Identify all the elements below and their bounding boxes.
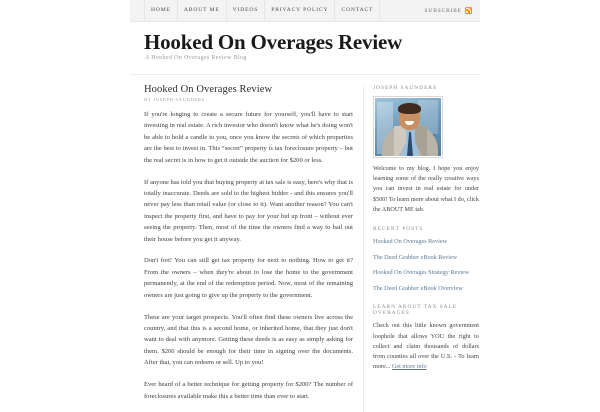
post-paragraph: Don't fret! You can still get tax property for next to nothing. How to get it? From the owners – when they're about to lose the home to the government permanently, at the end of the redemption period. Now, most of the remaining owners are just going to give up the property to the government. bbox=[144, 257, 353, 299]
nav-item-privacy-policy[interactable]: PRIVACY POLICY bbox=[265, 0, 335, 21]
main-columns bbox=[130, 75, 480, 412]
recent-post-link[interactable]: Hooked On Overages Strategy Review bbox=[373, 269, 470, 277]
sidebar bbox=[364, 75, 479, 383]
nav-item-home[interactable]: HOME bbox=[144, 0, 178, 21]
recent-post-link[interactable]: Hooked On Overages Review bbox=[373, 238, 448, 246]
subscribe-link[interactable]: SUBSCRIBE bbox=[424, 7, 462, 14]
sidebar-author-heading: JOSEPH SAUNDERS bbox=[373, 85, 437, 91]
main-content bbox=[144, 75, 363, 412]
post-paragraph: These are your target prospects. You'll often find these owners live across the country, and that this is a second home, or inherited home, that they just don't want to deal with anymore. Getting these deeds is as easy as simply asking for them. $200 should be enough for their time in signing over the documents. After that, you can redeem or sell. Up to you! bbox=[144, 313, 353, 367]
post-paragraph: Ever heard of a better technique for getting property for $200? The number of foreclosures available make this a better time than ever to start. bbox=[144, 381, 353, 400]
get-more-info-link[interactable]: Get more info bbox=[391, 363, 427, 371]
nav-item-about-me[interactable]: ABOUT ME bbox=[178, 0, 227, 21]
post-paragraph: If anyone has told you that buying property at tax sale is easy, here's why that is totally inaccurate. Deeds are sold to the highest bidder - and this ensures you'll never pay less than retail value (or close to it). Want another reason? You can't inspect the property first, and have to pay for your bid up front – without ever seeing the property. Then, most of the time the owners find a way to bail out their house before you get it anyway. bbox=[144, 178, 353, 243]
nav-item-videos[interactable]: VIDEOS bbox=[227, 0, 266, 21]
avatar-photo bbox=[375, 98, 441, 156]
photo-hair bbox=[398, 103, 421, 114]
nav-item-contact[interactable]: CONTACT bbox=[335, 0, 380, 21]
nav-menu bbox=[144, 0, 380, 21]
site-header bbox=[130, 22, 480, 67]
recent-post-link[interactable]: The Deed Grabber eBook Overview bbox=[373, 284, 463, 292]
site-title[interactable]: Hooked On Overages Review bbox=[144, 30, 403, 54]
post-title[interactable]: Hooked On Overages Review bbox=[144, 84, 273, 95]
recent-post-link[interactable]: The Deed Grabber eBook Review bbox=[373, 253, 458, 261]
sidebar-learn-widget bbox=[373, 304, 479, 372]
learn-text-body: Check out this little known government loophole that allows YOU the right to collect and claim thousands of dollars from counties all over the U.S. - To learn more... bbox=[373, 322, 479, 371]
subscribe-area bbox=[425, 0, 472, 21]
avatar bbox=[373, 96, 443, 158]
sidebar-learn-text bbox=[373, 321, 479, 372]
post-byline bbox=[144, 97, 353, 102]
sidebar-learn-heading: LEARN ABOUT TAX SALE OVERAGES bbox=[373, 304, 458, 317]
sidebar-author-widget bbox=[373, 85, 479, 215]
sidebar-welcome-text: Welcome to my blog. I hope you enjoy learning some of the really creative ways you can invest in real estate for under $500! To learn more about what I do, click the ABOUT ME tab. bbox=[373, 165, 479, 213]
sidebar-recent-posts-heading: RECENT POSTS bbox=[373, 226, 424, 233]
site-tagline: A Hooked On Overages Review Blog bbox=[145, 55, 247, 61]
post-paragraph: If you're longing to create a secure future for yourself, you'll have to start investing in real estate. A rich investor who doesn't know what he's doing won't be able to hold a candle to you, once you know the secrets of which properties are the best to invest in. This “secret” property is tax foreclosure property – but the real secret is in how to get it outside the auction for $200 or less. bbox=[144, 111, 353, 164]
post-author[interactable]: JOSEPH SAUNDERS bbox=[153, 97, 205, 102]
rss-icon[interactable] bbox=[465, 7, 472, 14]
recent-posts-list bbox=[373, 237, 479, 293]
byline-prefix: BY bbox=[144, 97, 154, 102]
post-body bbox=[144, 109, 353, 402]
top-navigation-bar bbox=[130, 0, 480, 22]
sidebar-recent-posts-widget bbox=[373, 226, 479, 293]
site-wrapper bbox=[130, 0, 480, 412]
